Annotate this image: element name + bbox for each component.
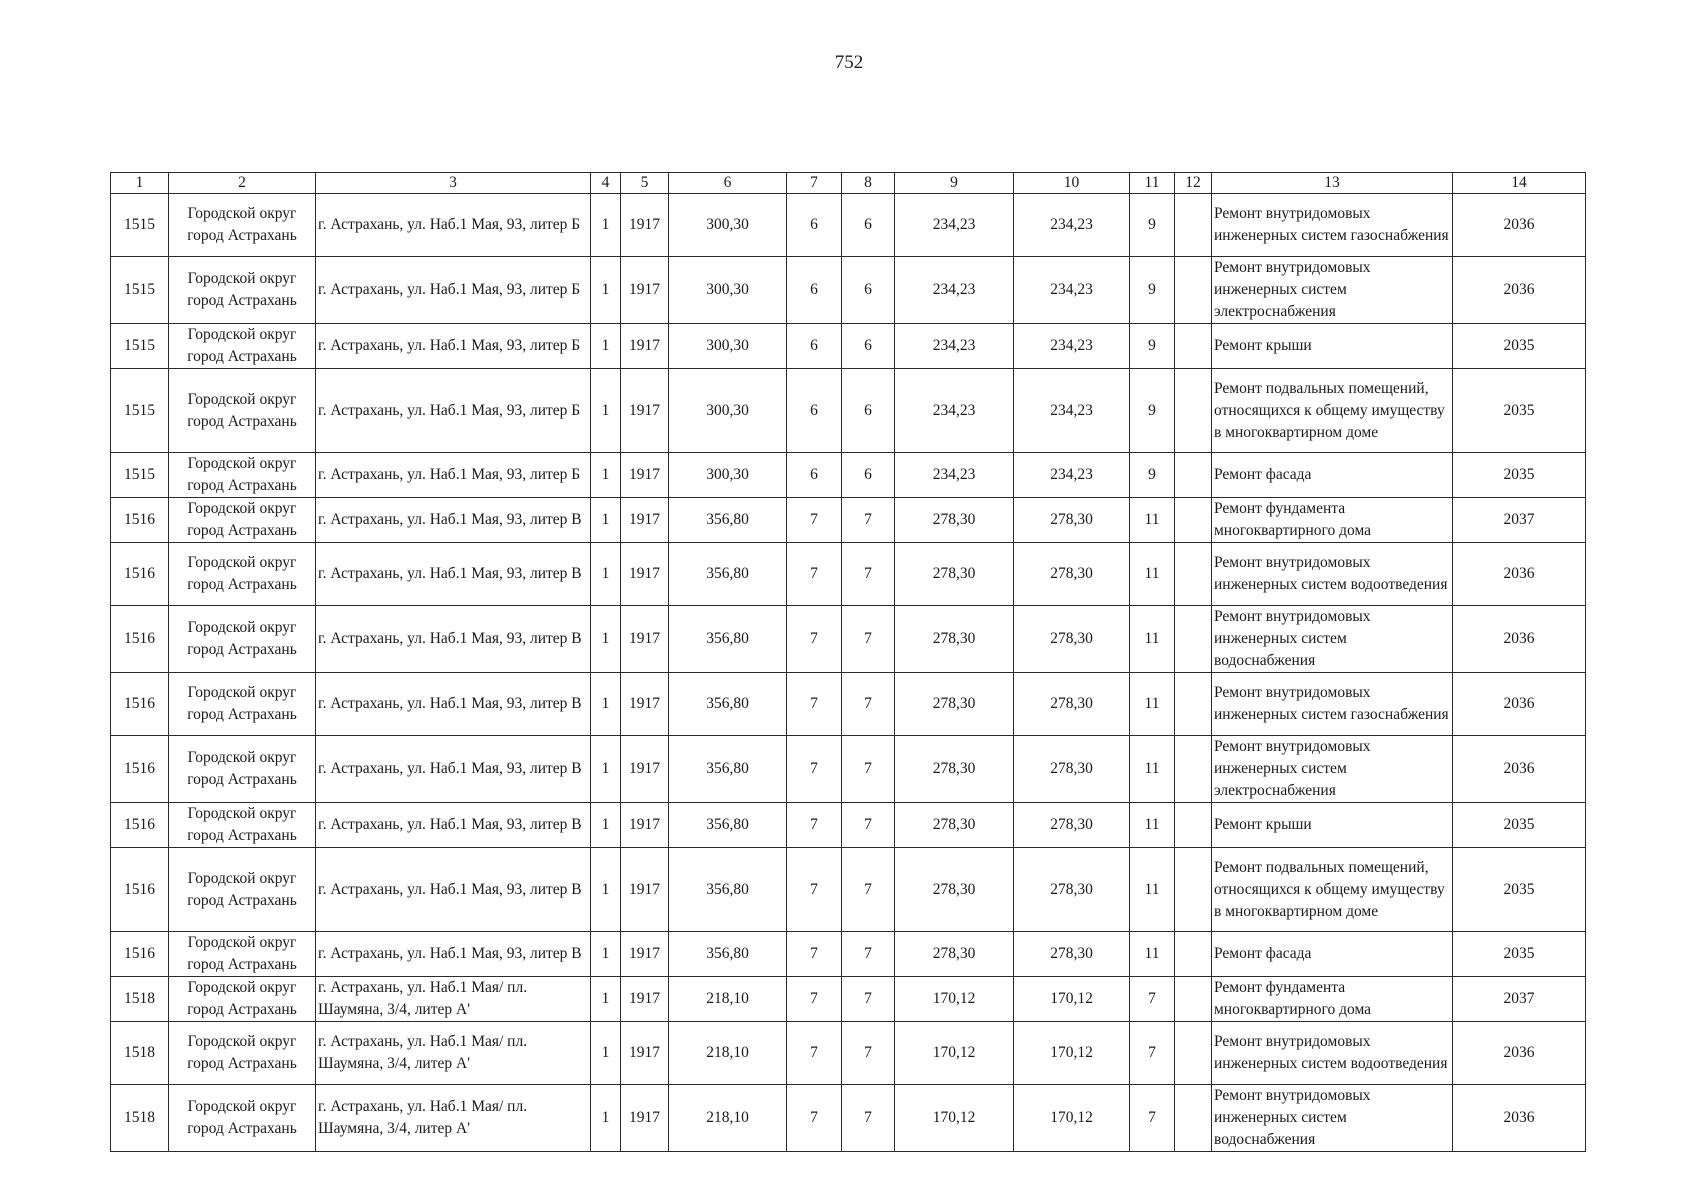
register-table — [110, 172, 1586, 1152]
planned-year-cell: 2036 — [1453, 736, 1586, 803]
col10-cell: 234,23 — [1014, 194, 1130, 257]
col10-cell: 278,30 — [1014, 848, 1130, 932]
row-number-cell: 1516 — [111, 932, 169, 977]
col11-cell: 11 — [1130, 543, 1175, 606]
col8-cell: 7 — [842, 848, 895, 932]
col11-cell: 11 — [1130, 606, 1175, 673]
area-cell: 300,30 — [669, 194, 787, 257]
address-cell: г. Астрахань, ул. Наб.1 Мая, 93, литер В — [316, 736, 591, 803]
address-cell: г. Астрахань, ул. Наб.1 Мая, 93, литер В — [316, 498, 591, 543]
row-number-cell: 1515 — [111, 257, 169, 324]
col10-cell: 234,23 — [1014, 369, 1130, 453]
col8-cell: 7 — [842, 673, 895, 736]
col10-cell: 278,30 — [1014, 803, 1130, 848]
address-cell: г. Астрахань, ул. Наб.1 Мая/ пл. Шаумяна, 3/4, литер А' — [316, 1085, 591, 1152]
col4-cell: 1 — [591, 848, 621, 932]
col9-cell: 234,23 — [895, 194, 1014, 257]
area-cell: 218,10 — [669, 1022, 787, 1085]
year-cell: 1917 — [621, 803, 669, 848]
col11-cell: 9 — [1130, 453, 1175, 498]
column-header-3: 3 — [316, 173, 591, 194]
address-cell: г. Астрахань, ул. Наб.1 Мая, 93, литер Б — [316, 324, 591, 369]
address-cell: г. Астрахань, ул. Наб.1 Мая, 93, литер В — [316, 848, 591, 932]
column-header-11: 11 — [1130, 173, 1175, 194]
col12-cell — [1175, 257, 1212, 324]
table-row — [111, 257, 1586, 324]
address-cell: г. Астрахань, ул. Наб.1 Мая, 93, литер Б — [316, 257, 591, 324]
col7-cell: 7 — [787, 803, 842, 848]
address-cell: г. Астрахань, ул. Наб.1 Мая, 93, литер В — [316, 673, 591, 736]
col8-cell: 7 — [842, 1022, 895, 1085]
col4-cell: 1 — [591, 257, 621, 324]
col12-cell — [1175, 848, 1212, 932]
column-header-13: 13 — [1212, 173, 1453, 194]
row-number-cell: 1516 — [111, 673, 169, 736]
col7-cell: 7 — [787, 848, 842, 932]
address-cell: г. Астрахань, ул. Наб.1 Мая, 93, литер Б — [316, 369, 591, 453]
col8-cell: 7 — [842, 606, 895, 673]
col11-cell: 7 — [1130, 1022, 1175, 1085]
municipality-cell: Городской округ город Астрахань — [169, 606, 316, 673]
col12-cell — [1175, 1022, 1212, 1085]
table-row — [111, 498, 1586, 543]
col11-cell: 7 — [1130, 977, 1175, 1022]
row-number-cell: 1515 — [111, 324, 169, 369]
col4-cell: 1 — [591, 498, 621, 543]
planned-year-cell: 2035 — [1453, 324, 1586, 369]
work-type-cell: Ремонт подвальных помещений, относящихся к общему имуществу в многоквартирном доме — [1212, 848, 1453, 932]
col10-cell: 278,30 — [1014, 736, 1130, 803]
row-number-cell: 1518 — [111, 977, 169, 1022]
page-number: 752 — [834, 52, 864, 73]
work-type-cell: Ремонт внутридомовых инженерных систем электроснабжения — [1212, 736, 1453, 803]
col4-cell: 1 — [591, 1022, 621, 1085]
table-row — [111, 977, 1586, 1022]
col12-cell — [1175, 498, 1212, 543]
year-cell: 1917 — [621, 257, 669, 324]
work-type-cell: Ремонт крыши — [1212, 324, 1453, 369]
col8-cell: 6 — [842, 453, 895, 498]
col8-cell: 7 — [842, 1085, 895, 1152]
year-cell: 1917 — [621, 736, 669, 803]
row-number-cell: 1516 — [111, 543, 169, 606]
col10-cell: 170,12 — [1014, 1085, 1130, 1152]
col9-cell: 234,23 — [895, 453, 1014, 498]
column-header-6: 6 — [669, 173, 787, 194]
col7-cell: 6 — [787, 257, 842, 324]
municipality-cell: Городской округ город Астрахань — [169, 453, 316, 498]
col12-cell — [1175, 194, 1212, 257]
col10-cell: 170,12 — [1014, 1022, 1130, 1085]
col7-cell: 6 — [787, 324, 842, 369]
col12-cell — [1175, 453, 1212, 498]
address-cell: г. Астрахань, ул. Наб.1 Мая, 93, литер В — [316, 932, 591, 977]
col8-cell: 7 — [842, 498, 895, 543]
work-type-cell: Ремонт внутридомовых инженерных систем водоотведения — [1212, 543, 1453, 606]
work-type-cell: Ремонт фундамента многоквартирного дома — [1212, 498, 1453, 543]
area-cell: 356,80 — [669, 803, 787, 848]
col10-cell: 170,12 — [1014, 977, 1130, 1022]
table-row — [111, 848, 1586, 932]
municipality-cell: Городской округ город Астрахань — [169, 1085, 316, 1152]
col12-cell — [1175, 932, 1212, 977]
col9-cell: 234,23 — [895, 257, 1014, 324]
work-type-cell: Ремонт крыши — [1212, 803, 1453, 848]
col8-cell: 7 — [842, 977, 895, 1022]
col11-cell: 11 — [1130, 673, 1175, 736]
work-type-cell: Ремонт внутридомовых инженерных систем водоснабжения — [1212, 1085, 1453, 1152]
work-type-cell: Ремонт внутридомовых инженерных систем газоснабжения — [1212, 673, 1453, 736]
address-cell: г. Астрахань, ул. Наб.1 Мая, 93, литер В — [316, 606, 591, 673]
area-cell: 356,80 — [669, 673, 787, 736]
year-cell: 1917 — [621, 543, 669, 606]
column-header-2: 2 — [169, 173, 316, 194]
column-header-12: 12 — [1175, 173, 1212, 194]
table-row — [111, 194, 1586, 257]
column-header-10: 10 — [1014, 173, 1130, 194]
municipality-cell: Городской округ город Астрахань — [169, 977, 316, 1022]
col9-cell: 234,23 — [895, 324, 1014, 369]
planned-year-cell: 2036 — [1453, 673, 1586, 736]
planned-year-cell: 2035 — [1453, 453, 1586, 498]
row-number-cell: 1518 — [111, 1085, 169, 1152]
area-cell: 356,80 — [669, 932, 787, 977]
col4-cell: 1 — [591, 324, 621, 369]
planned-year-cell: 2036 — [1453, 257, 1586, 324]
col7-cell: 7 — [787, 498, 842, 543]
address-cell: г. Астрахань, ул. Наб.1 Мая/ пл. Шаумяна, 3/4, литер А' — [316, 977, 591, 1022]
col11-cell: 9 — [1130, 369, 1175, 453]
year-cell: 1917 — [621, 848, 669, 932]
planned-year-cell: 2035 — [1453, 803, 1586, 848]
municipality-cell: Городской округ город Астрахань — [169, 932, 316, 977]
row-number-cell: 1515 — [111, 453, 169, 498]
col4-cell: 1 — [591, 736, 621, 803]
table-row — [111, 606, 1586, 673]
col10-cell: 234,23 — [1014, 453, 1130, 498]
work-type-cell: Ремонт фундамента многоквартирного дома — [1212, 977, 1453, 1022]
planned-year-cell: 2037 — [1453, 498, 1586, 543]
year-cell: 1917 — [621, 369, 669, 453]
col7-cell: 7 — [787, 673, 842, 736]
work-type-cell: Ремонт фасада — [1212, 453, 1453, 498]
col9-cell: 278,30 — [895, 932, 1014, 977]
table-row — [111, 736, 1586, 803]
col9-cell: 278,30 — [895, 606, 1014, 673]
col4-cell: 1 — [591, 932, 621, 977]
col12-cell — [1175, 324, 1212, 369]
year-cell: 1917 — [621, 673, 669, 736]
col9-cell: 170,12 — [895, 1085, 1014, 1152]
col4-cell: 1 — [591, 803, 621, 848]
municipality-cell: Городской округ город Астрахань — [169, 257, 316, 324]
municipality-cell: Городской округ город Астрахань — [169, 736, 316, 803]
col8-cell: 6 — [842, 324, 895, 369]
address-cell: г. Астрахань, ул. Наб.1 Мая, 93, литер Б — [316, 453, 591, 498]
col7-cell: 7 — [787, 977, 842, 1022]
col7-cell: 7 — [787, 543, 842, 606]
work-type-cell: Ремонт внутридомовых инженерных систем водоотведения — [1212, 1022, 1453, 1085]
col10-cell: 234,23 — [1014, 257, 1130, 324]
col8-cell: 7 — [842, 543, 895, 606]
column-header-9: 9 — [895, 173, 1014, 194]
col9-cell: 278,30 — [895, 498, 1014, 543]
col8-cell: 6 — [842, 194, 895, 257]
year-cell: 1917 — [621, 1085, 669, 1152]
col12-cell — [1175, 369, 1212, 453]
column-header-5: 5 — [621, 173, 669, 194]
col7-cell: 6 — [787, 369, 842, 453]
municipality-cell: Городской округ город Астрахань — [169, 543, 316, 606]
col10-cell: 278,30 — [1014, 498, 1130, 543]
planned-year-cell: 2036 — [1453, 543, 1586, 606]
municipality-cell: Городской округ город Астрахань — [169, 848, 316, 932]
table-row — [111, 369, 1586, 453]
work-type-cell: Ремонт фасада — [1212, 932, 1453, 977]
year-cell: 1917 — [621, 453, 669, 498]
area-cell: 356,80 — [669, 736, 787, 803]
row-number-cell: 1516 — [111, 498, 169, 543]
col11-cell: 9 — [1130, 324, 1175, 369]
col10-cell: 278,30 — [1014, 673, 1130, 736]
col4-cell: 1 — [591, 453, 621, 498]
col10-cell: 278,30 — [1014, 543, 1130, 606]
col11-cell: 11 — [1130, 803, 1175, 848]
area-cell: 356,80 — [669, 848, 787, 932]
col12-cell — [1175, 803, 1212, 848]
column-header-8: 8 — [842, 173, 895, 194]
col7-cell: 6 — [787, 194, 842, 257]
planned-year-cell: 2035 — [1453, 848, 1586, 932]
col9-cell: 170,12 — [895, 977, 1014, 1022]
col8-cell: 6 — [842, 369, 895, 453]
work-type-cell: Ремонт внутридомовых инженерных систем газоснабжения — [1212, 194, 1453, 257]
col7-cell: 7 — [787, 736, 842, 803]
col4-cell: 1 — [591, 369, 621, 453]
col8-cell: 7 — [842, 803, 895, 848]
col9-cell: 278,30 — [895, 848, 1014, 932]
col12-cell — [1175, 543, 1212, 606]
column-header-7: 7 — [787, 173, 842, 194]
col11-cell: 9 — [1130, 257, 1175, 324]
col10-cell: 278,30 — [1014, 606, 1130, 673]
address-cell: г. Астрахань, ул. Наб.1 Мая/ пл. Шаумяна, 3/4, литер А' — [316, 1022, 591, 1085]
col8-cell: 6 — [842, 257, 895, 324]
col4-cell: 1 — [591, 673, 621, 736]
address-cell: г. Астрахань, ул. Наб.1 Мая, 93, литер В — [316, 543, 591, 606]
col9-cell: 278,30 — [895, 543, 1014, 606]
area-cell: 356,80 — [669, 606, 787, 673]
year-cell: 1917 — [621, 324, 669, 369]
col9-cell: 278,30 — [895, 736, 1014, 803]
municipality-cell: Городской округ город Астрахань — [169, 369, 316, 453]
planned-year-cell: 2035 — [1453, 369, 1586, 453]
area-cell: 356,80 — [669, 498, 787, 543]
row-number-cell: 1516 — [111, 736, 169, 803]
table-row — [111, 1022, 1586, 1085]
address-cell: г. Астрахань, ул. Наб.1 Мая, 93, литер В — [316, 803, 591, 848]
col11-cell: 11 — [1130, 848, 1175, 932]
planned-year-cell: 2037 — [1453, 977, 1586, 1022]
col7-cell: 7 — [787, 606, 842, 673]
col11-cell: 7 — [1130, 1085, 1175, 1152]
municipality-cell: Городской округ город Астрахань — [169, 324, 316, 369]
municipality-cell: Городской округ город Астрахань — [169, 1022, 316, 1085]
municipality-cell: Городской округ город Астрахань — [169, 803, 316, 848]
work-type-cell: Ремонт подвальных помещений, относящихся к общему имуществу в многоквартирном доме — [1212, 369, 1453, 453]
table-row — [111, 803, 1586, 848]
column-header-1: 1 — [111, 173, 169, 194]
col11-cell: 9 — [1130, 194, 1175, 257]
area-cell: 218,10 — [669, 977, 787, 1022]
table-row — [111, 324, 1586, 369]
year-cell: 1917 — [621, 977, 669, 1022]
col12-cell — [1175, 1085, 1212, 1152]
planned-year-cell: 2035 — [1453, 932, 1586, 977]
col11-cell: 11 — [1130, 736, 1175, 803]
year-cell: 1917 — [621, 498, 669, 543]
col4-cell: 1 — [591, 606, 621, 673]
year-cell: 1917 — [621, 932, 669, 977]
col8-cell: 7 — [842, 736, 895, 803]
work-type-cell: Ремонт внутридомовых инженерных систем электроснабжения — [1212, 257, 1453, 324]
col7-cell: 7 — [787, 1085, 842, 1152]
year-cell: 1917 — [621, 194, 669, 257]
year-cell: 1917 — [621, 606, 669, 673]
col12-cell — [1175, 977, 1212, 1022]
row-number-cell: 1515 — [111, 194, 169, 257]
row-number-cell: 1516 — [111, 606, 169, 673]
planned-year-cell: 2036 — [1453, 606, 1586, 673]
table-row — [111, 932, 1586, 977]
col4-cell: 1 — [591, 977, 621, 1022]
area-cell: 300,30 — [669, 453, 787, 498]
row-number-cell: 1518 — [111, 1022, 169, 1085]
municipality-cell: Городской округ город Астрахань — [169, 498, 316, 543]
area-cell: 300,30 — [669, 369, 787, 453]
col4-cell: 1 — [591, 194, 621, 257]
col11-cell: 11 — [1130, 498, 1175, 543]
col10-cell: 278,30 — [1014, 932, 1130, 977]
planned-year-cell: 2036 — [1453, 194, 1586, 257]
col7-cell: 7 — [787, 932, 842, 977]
municipality-cell: Городской округ город Астрахань — [169, 673, 316, 736]
area-cell: 356,80 — [669, 543, 787, 606]
table-header-row — [111, 173, 1586, 194]
col12-cell — [1175, 606, 1212, 673]
col9-cell: 170,12 — [895, 1022, 1014, 1085]
col9-cell: 278,30 — [895, 673, 1014, 736]
planned-year-cell: 2036 — [1453, 1022, 1586, 1085]
col8-cell: 7 — [842, 932, 895, 977]
area-cell: 300,30 — [669, 257, 787, 324]
table-row — [111, 453, 1586, 498]
col12-cell — [1175, 673, 1212, 736]
area-cell: 300,30 — [669, 324, 787, 369]
planned-year-cell: 2036 — [1453, 1085, 1586, 1152]
col9-cell: 278,30 — [895, 803, 1014, 848]
area-cell: 218,10 — [669, 1085, 787, 1152]
column-header-14: 14 — [1453, 173, 1586, 194]
col9-cell: 234,23 — [895, 369, 1014, 453]
table-body — [111, 194, 1586, 1152]
table-row — [111, 543, 1586, 606]
row-number-cell: 1515 — [111, 369, 169, 453]
row-number-cell: 1516 — [111, 803, 169, 848]
col7-cell: 7 — [787, 1022, 842, 1085]
municipality-cell: Городской округ город Астрахань — [169, 194, 316, 257]
table-row — [111, 673, 1586, 736]
col12-cell — [1175, 736, 1212, 803]
col4-cell: 1 — [591, 1085, 621, 1152]
col4-cell: 1 — [591, 543, 621, 606]
year-cell: 1917 — [621, 1022, 669, 1085]
address-cell: г. Астрахань, ул. Наб.1 Мая, 93, литер Б — [316, 194, 591, 257]
row-number-cell: 1516 — [111, 848, 169, 932]
col11-cell: 11 — [1130, 932, 1175, 977]
col7-cell: 6 — [787, 453, 842, 498]
col10-cell: 234,23 — [1014, 324, 1130, 369]
work-type-cell: Ремонт внутридомовых инженерных систем водоснабжения — [1212, 606, 1453, 673]
table-row — [111, 1085, 1586, 1152]
column-header-4: 4 — [591, 173, 621, 194]
